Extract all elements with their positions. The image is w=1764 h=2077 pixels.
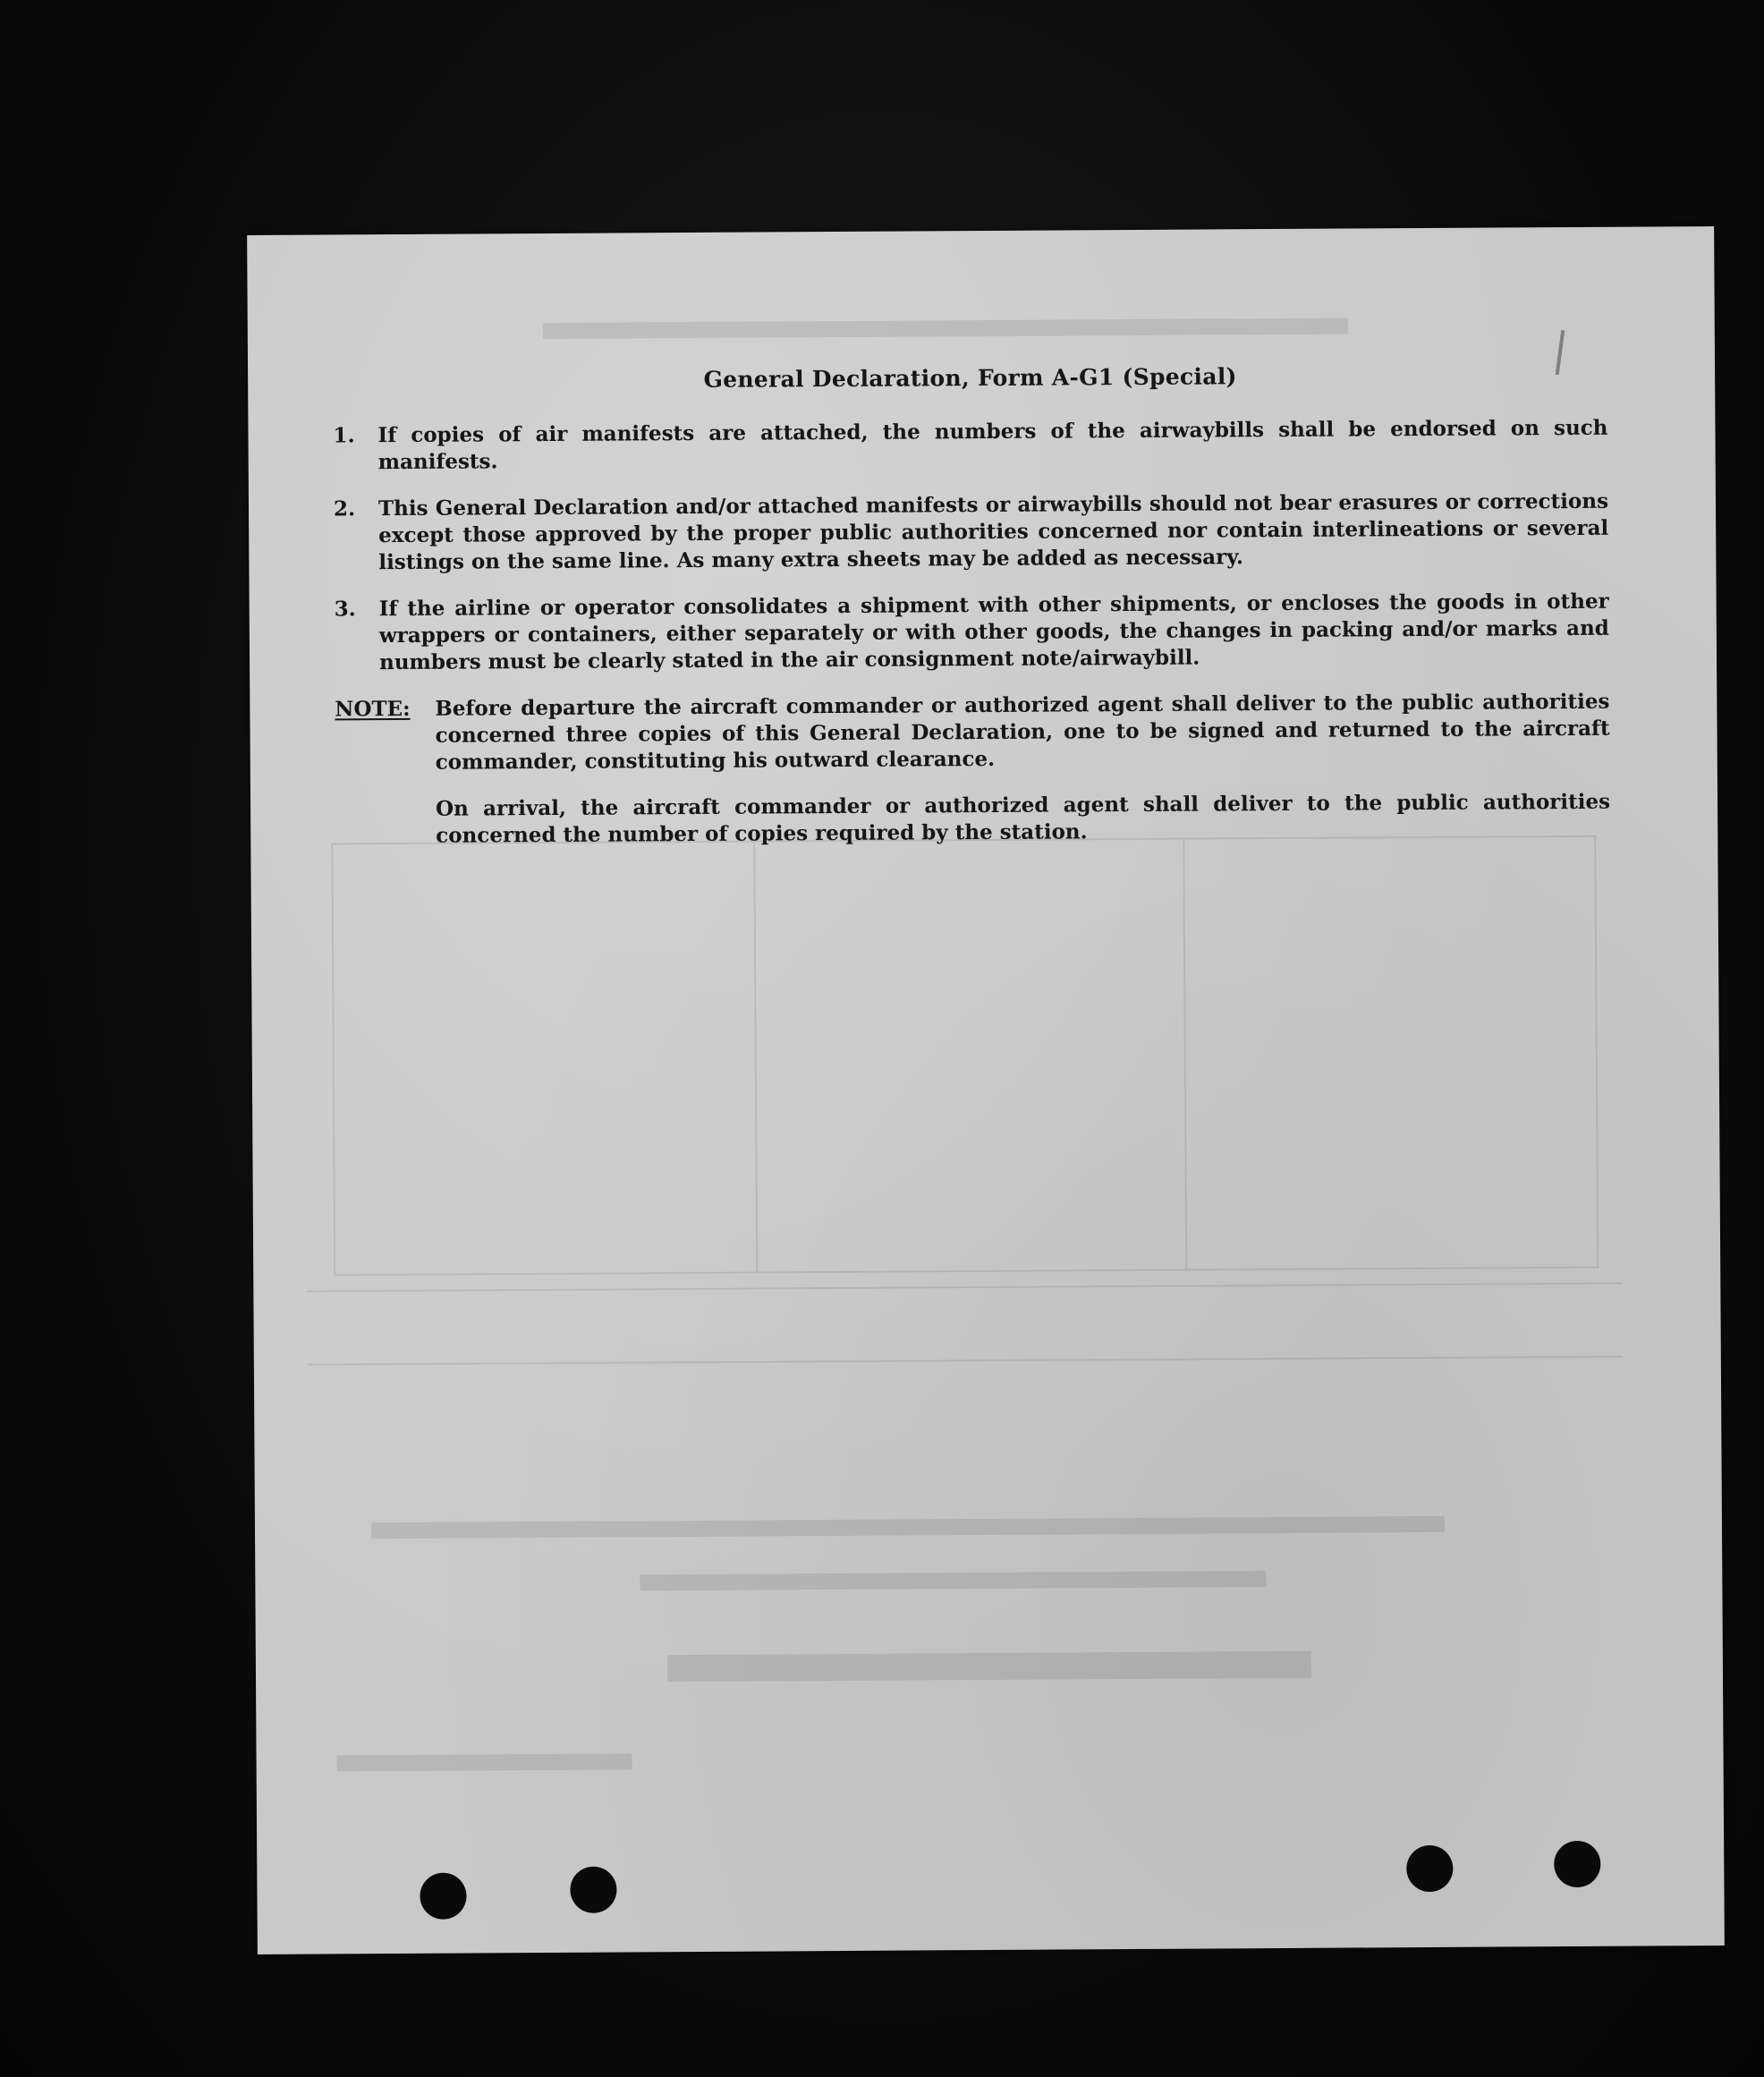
item-text: If copies of air manifests are attached, the numbers of the airwaybills shall be endorsed on such manifests. bbox=[377, 415, 1608, 475]
instruction-item-2 bbox=[334, 488, 1609, 577]
item-number: 3. bbox=[334, 597, 356, 622]
note-section bbox=[335, 689, 1610, 870]
item-text: If the airline or operator consolidates a shipment with other shipments, or encloses the goods in other wrappers or containers, either separately or with other goods, the changes in packing and/or marks and numbers must be clearly stated in the air consignment note/airwaybill. bbox=[378, 589, 1609, 675]
item-text: This General Declaration and/or attached manifests or airwaybills should not bear erasures or corrections except those approved by the proper public authorities concerned nor contain interlineations or several listings on the same line. As many extra sheets may be added as necessary. bbox=[377, 488, 1609, 575]
faded-stamp bbox=[573, 1025, 719, 1141]
instruction-item-3 bbox=[335, 589, 1610, 677]
punch-hole-2 bbox=[570, 1867, 616, 1913]
item-number: 1. bbox=[333, 423, 355, 448]
punch-hole-4 bbox=[1554, 1841, 1600, 1887]
note-label: NOTE: bbox=[335, 696, 411, 722]
punch-hole-1 bbox=[420, 1873, 466, 1920]
note-body bbox=[435, 689, 1610, 869]
note-paragraph-departure: Before departure the aircraft commander or authorized agent shall deliver to the public authorities concerned three copies of this General Declaration, one to be signed and returned to the aircraft commander, constituting his outward clearance. bbox=[435, 689, 1610, 775]
document-title: General Declaration, Form A-G1 (Special) bbox=[703, 363, 1237, 393]
instructions-content bbox=[333, 361, 1610, 870]
document-sheet bbox=[247, 226, 1725, 1954]
punch-hole-3 bbox=[1406, 1845, 1453, 1892]
ghost-table bbox=[331, 835, 1599, 1276]
note-paragraph-arrival: On arrival, the aircraft commander or authorized agent shall deliver to the public authorities concerned the number of copies required by the station. bbox=[435, 789, 1611, 848]
instruction-item-1 bbox=[333, 415, 1607, 477]
item-number: 2. bbox=[333, 496, 356, 521]
ghost-band bbox=[307, 1283, 1622, 1366]
